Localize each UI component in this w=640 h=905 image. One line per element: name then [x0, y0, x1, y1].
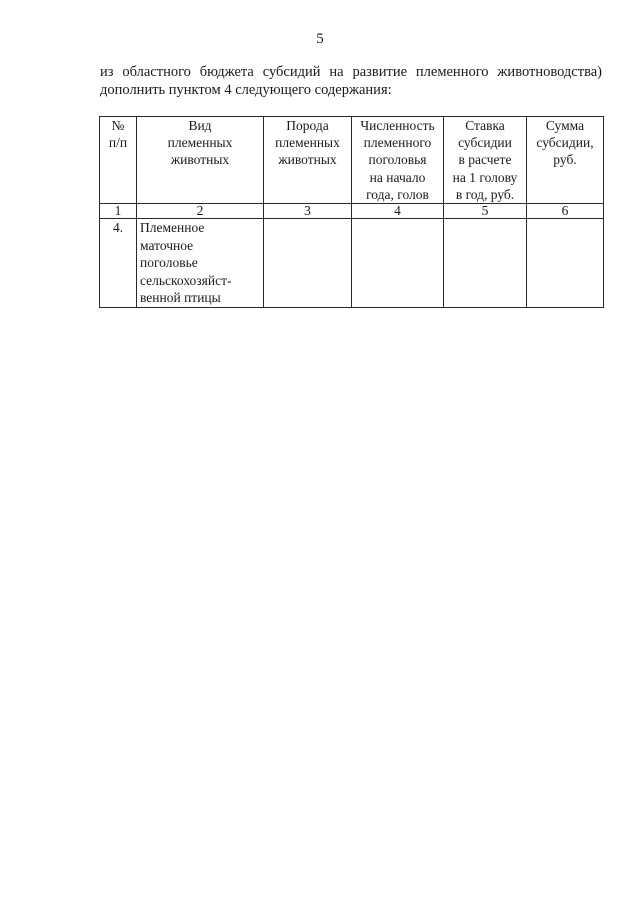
- table-column-numbers-row: [100, 204, 604, 219]
- header-cell-subsidy-rate: Ставка субсидии в расчете на 1 голову в год, руб.: [444, 117, 527, 204]
- header-cell-breed: Порода племенных животных: [264, 117, 352, 204]
- header-cell-animal-type: Вид племенных животных: [137, 117, 264, 204]
- column-number-cell: 6: [527, 204, 604, 219]
- intro-text-line-2: дополнить пунктом 4 следующего содержания:: [100, 82, 392, 98]
- header-cell-livestock-count: Численность племенного поголовья на начало года, голов: [352, 117, 444, 204]
- header-cell-subsidy-amount: Сумма субсидии, руб.: [527, 117, 604, 204]
- table-row: [100, 219, 604, 308]
- intro-text-line-1: из областного бюджета субсидий на развитие племенного животноводства): [100, 64, 602, 80]
- column-number-cell: 4: [352, 204, 444, 219]
- header-cell-number: № п/п: [100, 117, 137, 204]
- page-number: 5: [316, 31, 324, 47]
- column-number-cell: 3: [264, 204, 352, 219]
- breed-cell: [264, 219, 352, 308]
- column-number-cell: 1: [100, 204, 137, 219]
- subsidy-rate-cell: [444, 219, 527, 308]
- subsidy-amount-cell: [527, 219, 604, 308]
- column-number-cell: 2: [137, 204, 264, 219]
- animal-type-cell: Племенное маточное поголовье сельскохозяйст- венной птицы: [137, 219, 264, 308]
- table-header-row: [100, 117, 604, 204]
- subsidy-table: [99, 116, 604, 308]
- column-number-cell: 5: [444, 204, 527, 219]
- livestock-count-cell: [352, 219, 444, 308]
- row-number-cell: 4.: [100, 219, 137, 308]
